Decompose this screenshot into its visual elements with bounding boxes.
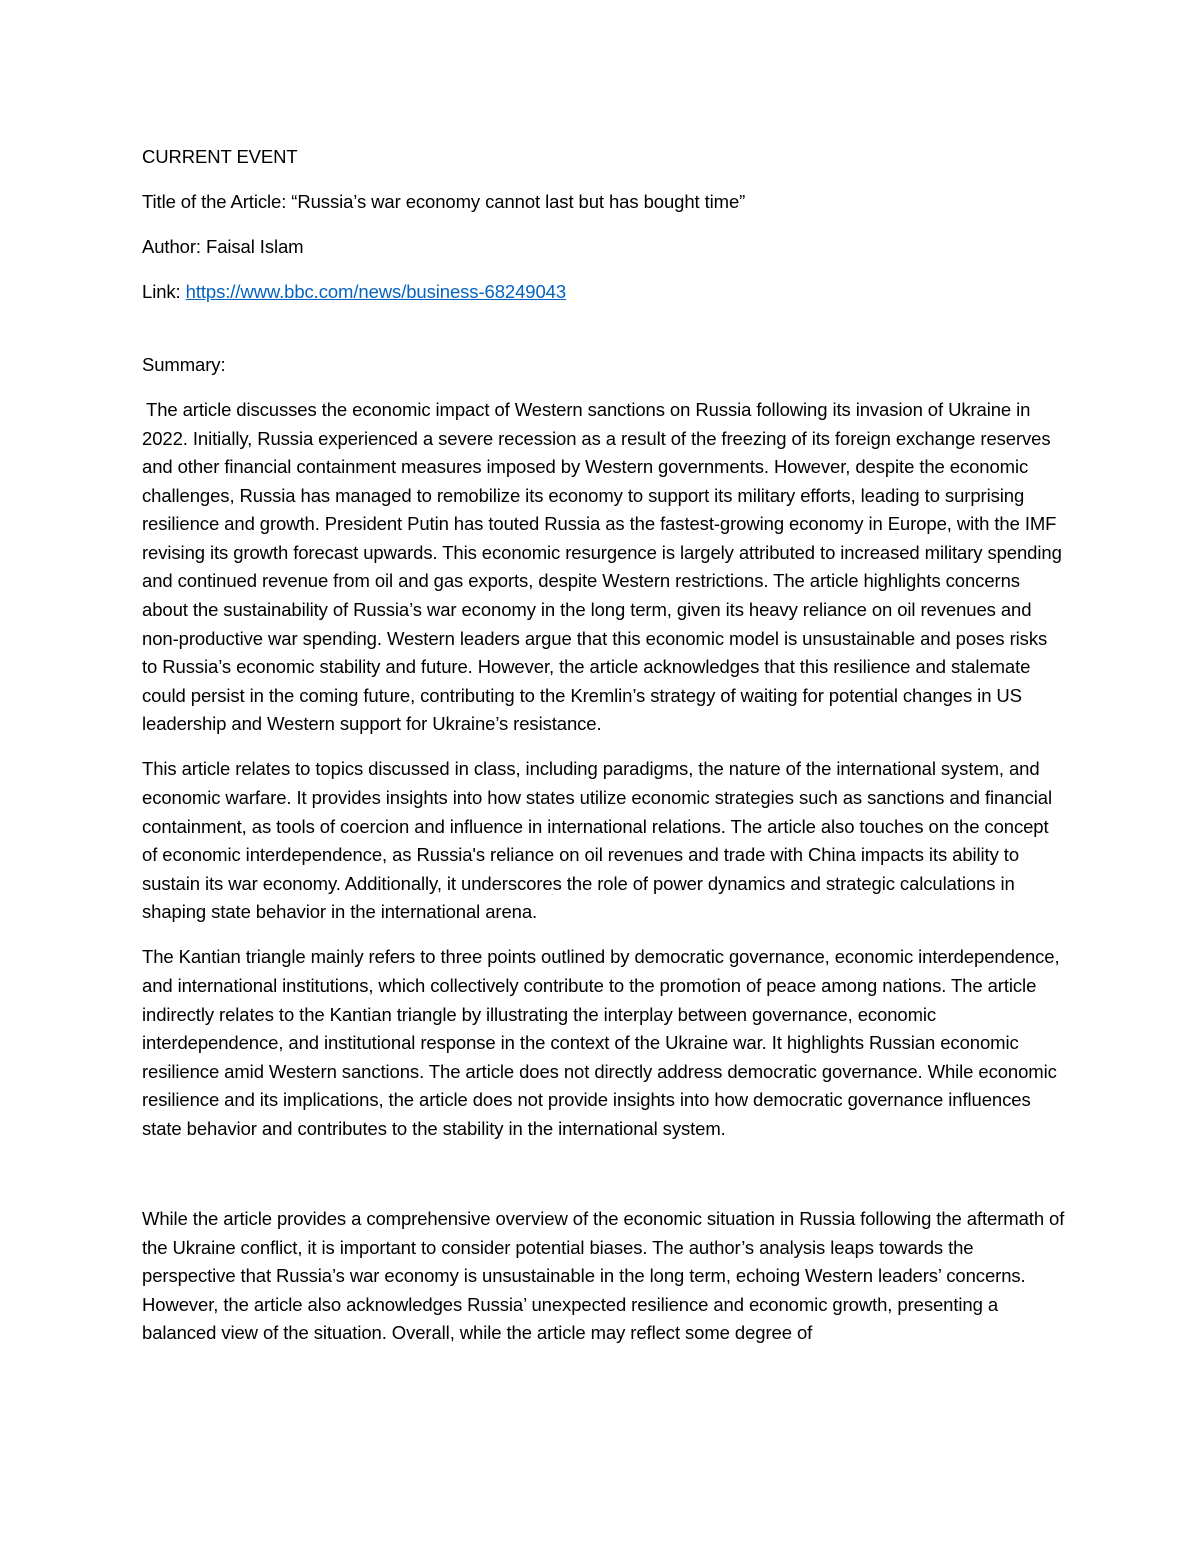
document-body (142, 143, 1066, 1364)
link-label: Link: (142, 280, 186, 302)
spacer (142, 1160, 1066, 1205)
author-label: Author: (142, 235, 206, 257)
spacer (142, 323, 1066, 351)
summary-paragraph: The article discusses the economic impact of Western sanctions on Russia following its invasion of Ukraine in 2022. Initially, Russia experienced a severe recession as a result of the freezing of its foreign exchange reserves and other financial containment measures imposed by Western governments. However, despite the economic challenges, Russia has managed to remobilize its economy to support its military efforts, leading to surprising resilience and growth. President Putin has touted Russia as the fastest-growing economy in Europe, with the IMF revising its growth forecast upwards. This economic resurgence is largely attributed to increased military spending and continued revenue from oil and gas exports, despite Western restrictions. The article highlights concerns about the sustainability of Russia’s war economy in the long term, given its heavy reliance on oil revenues and non-productive war spending. Western leaders argue that this economic model is unsustainable and poses risks to Russia’s economic stability and future. However, the article acknowledges that this resilience and stalemate could persist in the coming future, contributing to the Kremlin’s strategy of waiting for potential changes in US leadership and Western support for Ukraine’s resistance. (142, 398, 1062, 735)
article-link[interactable]: https://www.bbc.com/news/business-68249043 (185, 280, 567, 302)
kantian-triangle-paragraph: The Kantian triangle mainly refers to three points outlined by democratic governance, economic interdependence, and international institutions, which collectively contribute to the promotion of peace among nations. The article indirectly relates to the Kantian triangle by illustrating the interplay between governance, economic interdependence, and institutional response in the context of the Ukraine war. It highlights Russian economic resilience amid Western sanctions. The article does not directly address democratic governance. While economic resilience and its implications, the article does not provide insights into how democratic governance influences state behavior and contributes to the stability in the international system. (142, 946, 1060, 1139)
author-name: Faisal Islam (206, 235, 304, 257)
author-line (142, 233, 1066, 262)
article-title-line (142, 188, 1066, 217)
bias-paragraph: While the article provides a comprehensive overview of the economic situation in Russia following the aftermath of the Ukraine conflict, it is important to consider potential biases. The author’s analysis leaps towards the perspective that Russia’s war economy is unsustainable in the long term, echoing Western leaders’ concerns. However, the article also acknowledges Russia’ unexpected resilience and economic growth, presenting a balanced view of the situation. Overall, while the article may reflect some degree of (142, 1207, 1065, 1344)
article-title-label: Title of the Article: (142, 190, 292, 212)
summary-heading: Summary: (142, 353, 226, 375)
link-line (142, 278, 1066, 307)
document-heading: CURRENT EVENT (142, 146, 298, 167)
article-title: “Russia’s war economy cannot last but has bought time” (291, 190, 746, 212)
class-topics-paragraph: This article relates to topics discussed in class, including paradigms, the nature of the international system, and economic warfare. It provides insights into how states utilize economic strategies such as sanctions and financial containment, as tools of coercion and influence in international relations. The article also touches on the concept of economic interdependence, as Russia's reliance on oil revenues and trade with China impacts its ability to sustain its war economy. Additionally, it underscores the role of power dynamics and strategic calculations in shaping state behavior in the international arena. (142, 758, 1052, 923)
